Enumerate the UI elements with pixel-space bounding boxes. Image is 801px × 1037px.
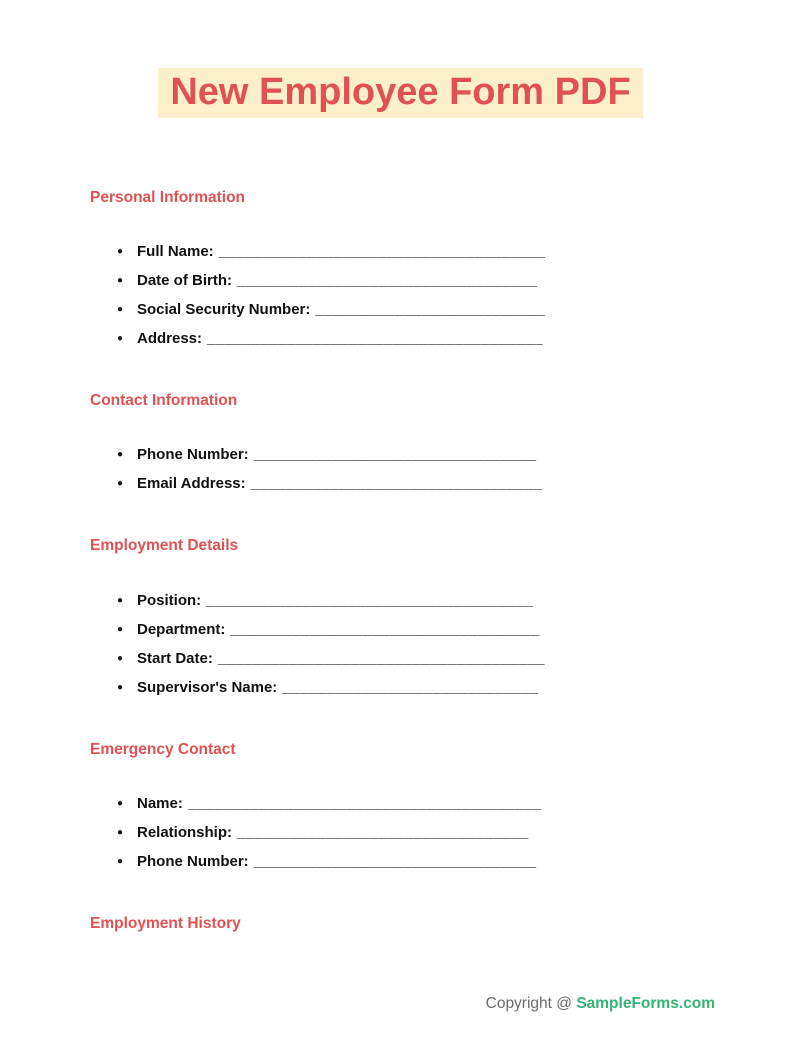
- field-label: Start Date:: [137, 649, 213, 667]
- form-field-phone-number: [90, 440, 711, 469]
- field-list: [90, 789, 711, 876]
- bullet-icon: ●: [117, 681, 124, 693]
- field-list: [90, 440, 711, 498]
- field-label: Email Address:: [137, 475, 246, 493]
- bullet-icon: ●: [117, 652, 124, 664]
- bullet-icon: ●: [117, 304, 124, 316]
- form-field-date-of-birth: [90, 266, 711, 295]
- section-personal-information: [90, 188, 711, 353]
- form-field-department: [90, 615, 711, 644]
- field-label: Department:: [137, 620, 226, 638]
- blank-line: ___________________________________: [230, 620, 540, 638]
- blank-line: ________________________________________: [187, 795, 542, 813]
- footer: [486, 995, 715, 1013]
- field-label: Phone Number:: [137, 446, 249, 464]
- field-label: Name:: [137, 795, 183, 813]
- field-label: Phone Number:: [137, 853, 249, 871]
- bullet-icon: ●: [117, 856, 124, 868]
- bullet-icon: ●: [117, 333, 124, 345]
- field-list: [90, 237, 711, 353]
- blank-line: ______________________________________: [207, 330, 544, 348]
- section-heading-employment-details: Employment Details: [90, 537, 239, 555]
- blank-line: ________________________________: [253, 446, 537, 464]
- form-field-start-date: [90, 644, 711, 673]
- bullet-icon: ●: [117, 798, 124, 810]
- bullet-icon: ●: [117, 827, 124, 839]
- form-field-position: [90, 586, 711, 615]
- form-field-supervisors-name: [90, 673, 711, 702]
- section-contact-information: [90, 391, 711, 498]
- blank-line: _____________________________________: [218, 243, 546, 261]
- sampleforms-link[interactable]: SampleForms.com: [576, 995, 715, 1012]
- blank-line: _____________________________________: [206, 591, 534, 609]
- blank-line: __________________________________: [237, 272, 538, 290]
- form-field-full-name: [90, 237, 711, 266]
- blank-line: _____________________________: [282, 678, 539, 696]
- blank-line: ________________________________: [253, 853, 537, 871]
- section-emergency-contact: [90, 740, 711, 876]
- section-heading-personal-information: Personal Information: [90, 188, 246, 206]
- copyright-text: Copyright @: [485, 995, 577, 1012]
- field-label: Social Security Number:: [137, 301, 311, 319]
- blank-line: _________________________________: [250, 475, 543, 493]
- field-label: Supervisor's Name:: [137, 678, 278, 696]
- section-employment-history: [90, 914, 711, 933]
- field-label: Full Name:: [137, 243, 214, 261]
- form-field-social-security-number: [90, 295, 711, 324]
- field-list: [90, 586, 711, 702]
- field-label: Date of Birth:: [137, 272, 232, 290]
- field-label: Relationship:: [137, 824, 233, 842]
- blank-line: __________________________: [315, 301, 546, 319]
- title-area: [0, 0, 801, 118]
- form-field-relationship: [90, 818, 711, 847]
- form-field-emergency-phone-number: [90, 847, 711, 876]
- section-heading-contact-information: Contact Information: [90, 392, 238, 410]
- bullet-icon: ●: [117, 594, 124, 606]
- section-employment-details: [90, 536, 711, 701]
- form-field-address: [90, 324, 711, 353]
- field-label: Position:: [137, 591, 202, 609]
- form-field-emergency-name: [90, 789, 711, 818]
- bullet-icon: ●: [117, 449, 124, 461]
- form-field-email-address: [90, 469, 711, 498]
- blank-line: _________________________________: [237, 824, 529, 842]
- page-title: New Employee Form PDF: [158, 68, 642, 118]
- bullet-icon: ●: [117, 478, 124, 490]
- field-label: Address:: [137, 330, 203, 348]
- section-heading-emergency-contact: Emergency Contact: [90, 740, 236, 758]
- section-heading-employment-history: Employment History: [90, 915, 241, 933]
- blank-line: _____________________________________: [217, 649, 546, 667]
- bullet-icon: ●: [117, 246, 124, 258]
- form-content: [90, 188, 711, 934]
- bullet-icon: ●: [117, 275, 124, 287]
- bullet-icon: ●: [117, 623, 124, 635]
